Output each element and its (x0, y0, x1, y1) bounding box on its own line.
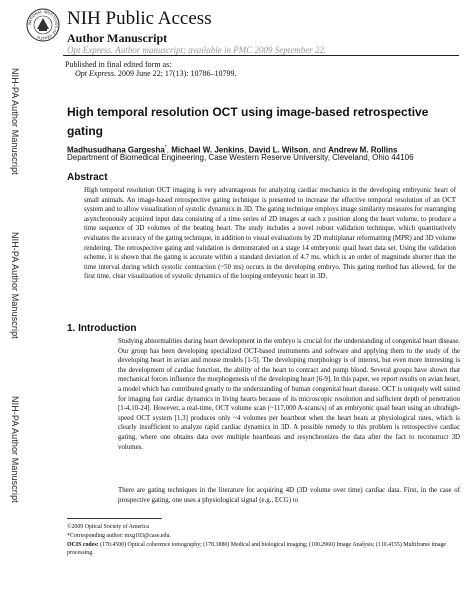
side-label-bottom: NIH-PA Author Manuscript (10, 396, 20, 503)
intro-paragraph-1: Studying abnormalities during heart development in the embryo is crucial for the understanding of congenital heart disease. Our group has been developing specialized OCT-based instruments and software and applying them to the study of the developing heart in avian and mouse models [1-5]. The developing morphology is of interest, but even more interesting is the development of cardiac function, the ability of the heart to contract and pump blood. Several groups have shown that mechanical forces influence the morphogenesis of the developing heart [6-9]. In this paper, we report results on avian heart, a model which has contributed greatly to the understanding of human congenital heart disease. OCT is uniquely well suited for imaging fast cardiac dynamics in living hearts because of its microscopic resolution and sufficient depth of penetration [1-4,10-24]. However, a real-time, OCT volume scan (~117,000 A-scans/s) of an embryonic quail heart using an ultrahigh-speed OCT system [1,3] produces only ~4 volumes per heartbeat when the heart beats at physiological rates, which is clearly insufficient to analyze rapid cardiac dynamics in 3D. A possible remedy to this problem is retrospective cardiac gating, where one obtains data over multiple heartbeats and resynchronizes the data after the fact to reconstruct 3D volumes. (118, 338, 460, 451)
abstract-heading: Abstract (67, 172, 108, 183)
copyright-note: ©2009 Optical Society of America (67, 524, 150, 530)
published-in-line: Published in final edited form as: (65, 60, 172, 69)
nih-public-access-title: NIH Public Access (67, 8, 212, 29)
abstract-text: High temporal resolution OCT imaging is very advantageous for analyzing cardiac mechanics in the developing embryonic heart of small animals. An image-based retrospective gating technique is presented to increase the effective temporal resolution of an OCT system and to allow visualization of systolic dynamics in 3D. The gating technique employs image similarity measures for rearranging asynchronously acquired input data consisting of a time series of 2D images at each z position along the heart volume, to produce a time sequence of 3D volumes of the beating heart. The study includes a novel robust validation technique, which quantitatively evaluates the accuracy of the gating technique, in addition to visual evaluations by 2D multiplanar reformatting (MPR) and 3D volume rendering. The retrospective gating and validation is demonstrated on a stage 14 embryonic quail heart data set. Using the validation scheme, it is shown that the gating is accurate within a standard deviation of 4.7 ms, which is an order of magnitude shorter than the time interval during which systolic contraction (~50 ms) occurs in the developing embryo. This gating method has allowed, for the first time, clear visualization of systolic dynamics of the looping embryonic heart in 3D. (84, 187, 456, 281)
ocis-text: (170.4500) Optical coherence tomography; (170.3880) Medical and biological imaging; (100.2960) Image Analysis; (110.4155) Multiframe image processing. (67, 542, 446, 556)
svg-text:NATIONAL INSTITUTES OF HEALTH: NATIONAL INSTITUTES OF HEALTH (27, 9, 59, 41)
footnote-divider (67, 518, 162, 519)
pmc-availability-line: Opt Express. Author manuscript; available in PMC 2009 September 22. (67, 45, 327, 55)
introduction-heading: 1. Introduction (67, 323, 137, 334)
citation-details: . 2009 June 22; 17(13): 10786–10799. (114, 69, 237, 78)
author-name: Madhusudhana Gargesha (67, 145, 165, 155)
author-name: Andrew M. Rollins (328, 145, 398, 155)
paper-title: High temporal resolution OCT using image-based retrospective gating (67, 105, 429, 138)
journal-name: Opt Express (75, 69, 115, 78)
intro-paragraph-2: There are gating techniques in the literature for acquiring 4D (3D volume over time) cardiac data. First, in the case of prospective gating, one uses a physiological signal (e.g., ECG) to (118, 487, 460, 504)
side-label-top: NIH-PA Author Manuscript (10, 68, 20, 175)
author-manuscript-label: Author Manuscript (67, 31, 168, 45)
ocis-codes-note (67, 541, 457, 557)
author-mark: * (164, 145, 167, 151)
author-list: Madhusudhana Gargesha*, Michael W. Jenkins, David L. Wilson, and Andrew M. Rollins (67, 145, 398, 155)
affiliation: Department of Biomedical Engineering, Case Western Reserve University, Cleveland, Ohio 44106 (67, 153, 414, 162)
side-label-middle: NIH-PA Author Manuscript (10, 232, 20, 339)
header-divider (63, 55, 459, 56)
citation-line (75, 69, 236, 78)
author-name: Michael W. Jenkins (171, 145, 245, 155)
ocis-label: OCIS codes: (67, 542, 99, 548)
corresponding-author-note: *Corresponding author: mxg183@case.edu. (67, 533, 171, 539)
nih-seal-logo (26, 8, 60, 42)
author-name: David L. Wilson (248, 145, 309, 155)
